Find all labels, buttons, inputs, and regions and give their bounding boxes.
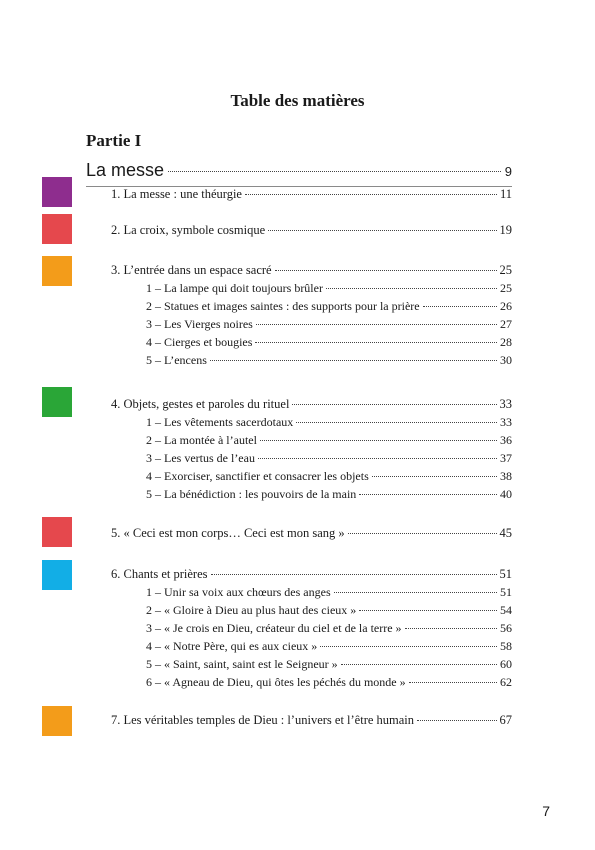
- subentry-title: 1 – Unir sa voix aux chœurs des anges: [146, 585, 331, 599]
- subentry-page: 54: [500, 603, 512, 617]
- subentry-page: 25: [500, 281, 512, 295]
- dot-leader: [211, 574, 497, 575]
- dot-leader: [417, 720, 496, 721]
- subentry-title: 6 – « Agneau de Dieu, qui ôtes les péchés du monde »: [146, 675, 406, 689]
- subentry-page: 37: [500, 451, 512, 465]
- dot-leader: [275, 270, 497, 271]
- chapter-page: 11: [499, 187, 512, 201]
- chapter-marker: [42, 560, 72, 590]
- chapter-title: 7. Les véritables temples de Dieu : l’univers et l’être humain: [111, 713, 415, 727]
- chapter-page: 33: [499, 397, 512, 411]
- toc-subentry[interactable]: [146, 353, 512, 371]
- toc-chapter[interactable]: [111, 713, 512, 731]
- subentry-page: 62: [500, 675, 512, 689]
- subentry-title: 1 – Les vêtements sacerdotaux: [146, 415, 294, 429]
- dot-leader: [168, 171, 501, 172]
- dot-leader: [245, 194, 497, 195]
- chapter-title: 6. Chants et prières: [111, 567, 208, 581]
- section-title: La messe: [86, 160, 165, 180]
- dot-leader: [268, 230, 496, 231]
- dot-leader: [372, 476, 497, 477]
- toc-subentry[interactable]: [146, 451, 512, 469]
- dot-leader: [210, 360, 497, 361]
- subentry-title: 3 – « Je crois en Dieu, créateur du ciel et de la terre »: [146, 621, 402, 635]
- dot-leader: [320, 646, 497, 647]
- chapter-marker: [42, 177, 72, 207]
- subentry-page: 51: [500, 585, 512, 599]
- subentry-page: 36: [500, 433, 512, 447]
- chapter-title: 5. « Ceci est mon corps… Ceci est mon sang »: [111, 526, 345, 540]
- toc-subentry[interactable]: [146, 317, 512, 335]
- subentry-title: 4 – Exorciser, sanctifier et consacrer les objets: [146, 469, 369, 483]
- subentry-title: 5 – La bénédiction : les pouvoirs de la main: [146, 487, 357, 501]
- chapter-page: 51: [499, 567, 512, 581]
- part-title: Partie I: [86, 131, 142, 150]
- subentry-title: 3 – Les vertus de l’eau: [146, 451, 255, 465]
- subentry-page: 30: [500, 353, 512, 367]
- dot-leader: [255, 342, 497, 343]
- dot-leader: [256, 324, 497, 325]
- subentry-title: 2 – « Gloire à Dieu au plus haut des cieux »: [146, 603, 357, 617]
- toc-subentry[interactable]: [146, 433, 512, 451]
- dot-leader: [359, 494, 497, 495]
- chapter-title: 1. La messe : une théurgie: [111, 187, 242, 201]
- toc-chapter[interactable]: [111, 263, 512, 281]
- subentry-page: 60: [500, 657, 512, 671]
- chapter-title: 2. La croix, symbole cosmique: [111, 223, 266, 237]
- subentry-title: 4 – Cierges et bougies: [146, 335, 253, 349]
- subentry-title: 5 – L’encens: [146, 353, 207, 367]
- dot-leader: [258, 458, 497, 459]
- toc-subentry[interactable]: [146, 657, 512, 675]
- subentry-page: 58: [500, 639, 512, 653]
- dot-leader: [326, 288, 497, 289]
- dot-leader: [405, 628, 497, 629]
- toc-subentry[interactable]: [146, 639, 512, 657]
- toc-chapter[interactable]: [111, 187, 512, 205]
- subentry-title: 4 – « Notre Père, qui es aux cieux »: [146, 639, 318, 653]
- toc-subentry[interactable]: [146, 415, 512, 433]
- page-number: 7: [542, 803, 550, 819]
- section-entry: [86, 160, 512, 182]
- chapter-title: 4. Objets, gestes et paroles du rituel: [111, 397, 290, 411]
- dot-leader: [260, 440, 497, 441]
- dot-leader: [359, 610, 497, 611]
- chapter-page: 19: [499, 223, 512, 237]
- chapter-marker: [42, 517, 72, 547]
- document-title: Table des matières: [230, 91, 365, 110]
- chapter-marker: [42, 256, 72, 286]
- toc-subentry[interactable]: [146, 603, 512, 621]
- subentry-title: 2 – La montée à l’autel: [146, 433, 257, 447]
- toc-subentry[interactable]: [146, 281, 512, 299]
- chapter-page: 25: [499, 263, 512, 277]
- toc-subentry[interactable]: [146, 621, 512, 639]
- subentry-title: 5 – « Saint, saint, saint est le Seigneur »: [146, 657, 338, 671]
- toc-subentry[interactable]: [146, 585, 512, 603]
- toc-chapter[interactable]: [111, 567, 512, 585]
- subentry-page: 27: [500, 317, 512, 331]
- dot-leader: [334, 592, 497, 593]
- toc-chapter[interactable]: [111, 223, 512, 241]
- subentry-page: 38: [500, 469, 512, 483]
- dot-leader: [409, 682, 497, 683]
- dot-leader: [296, 422, 497, 423]
- chapter-marker: [42, 214, 72, 244]
- chapter-marker: [42, 706, 72, 736]
- dot-leader: [341, 664, 497, 665]
- dot-leader: [292, 404, 496, 405]
- toc-subentry[interactable]: [146, 299, 512, 317]
- toc-chapter[interactable]: [111, 526, 512, 544]
- toc-subentry[interactable]: [146, 335, 512, 353]
- chapter-title: 3. L’entrée dans un espace sacré: [111, 263, 272, 277]
- subentry-page: 40: [500, 487, 512, 501]
- subentry-page: 56: [500, 621, 512, 635]
- chapter-page: 45: [499, 526, 512, 540]
- dot-leader: [348, 533, 497, 534]
- chapter-page: 67: [499, 713, 512, 727]
- subentry-page: 28: [500, 335, 512, 349]
- toc-subentry[interactable]: [146, 469, 512, 487]
- chapter-marker: [42, 387, 72, 417]
- subentry-title: 3 – Les Vierges noires: [146, 317, 253, 331]
- section-page: 9: [504, 164, 512, 179]
- dot-leader: [423, 306, 497, 307]
- subentry-page: 33: [500, 415, 512, 429]
- toc-subentry[interactable]: [146, 487, 512, 505]
- subentry-page: 26: [500, 299, 512, 313]
- subentry-title: 1 – La lampe qui doit toujours brûler: [146, 281, 323, 295]
- toc-subentry[interactable]: [146, 675, 512, 693]
- toc-chapter[interactable]: [111, 397, 512, 415]
- subentry-title: 2 – Statues et images saintes : des supports pour la prière: [146, 299, 420, 313]
